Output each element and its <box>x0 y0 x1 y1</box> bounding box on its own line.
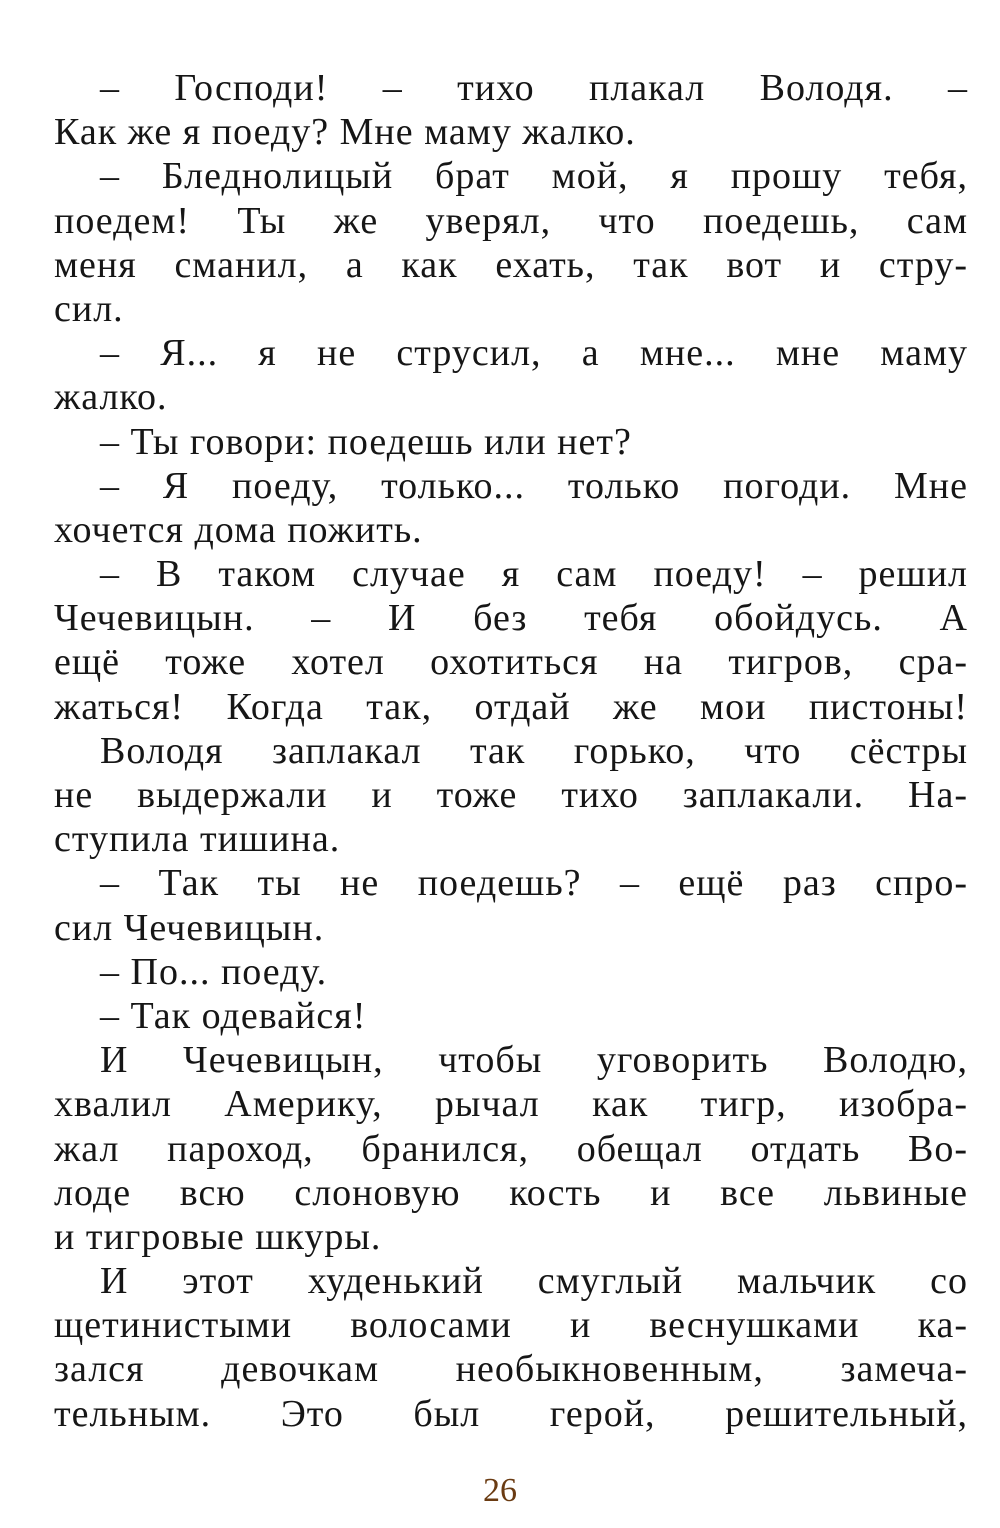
text-line: – Господи! – тихо плакал Володя. – <box>100 67 968 109</box>
text-line: зался девочкам необыкновенным, замеча- <box>54 1348 968 1391</box>
text-line: жалко. <box>54 376 168 419</box>
text-line: – Я... я не струсил, а мне... мне маму <box>100 332 968 375</box>
text-line: лоде всю слоновую кость и все львиные <box>54 1171 968 1214</box>
text-line: меня сманил, а как ехать, так вот и стру- <box>54 243 968 286</box>
text-line: – В таком случае я сам поеду! – решил <box>100 553 968 596</box>
text-line: – Ты говори: поедешь или нет? <box>100 420 632 463</box>
text-line: жал пароход, бранился, обещал отдать Во- <box>54 1127 968 1170</box>
text-line: – По... поеду. <box>100 950 328 993</box>
page-number: 26 <box>483 1472 517 1509</box>
text-line: хвалил Америку, рычал как тигр, изобра- <box>54 1083 968 1126</box>
text-line: И этот худенький смуглый мальчик со <box>100 1260 968 1303</box>
text-line: И Чечевицын, чтобы уговорить Володю, <box>100 1039 968 1082</box>
text-line: ещё тоже хотел охотиться на тигров, сра- <box>54 641 968 684</box>
text-line: поедем! Ты же уверял, что поедешь, сам <box>54 199 968 242</box>
text-line: тельным. Это был герой, решительный, <box>54 1392 968 1435</box>
text-line: Чечевицын. – И без тебя обойдусь. А <box>54 597 968 640</box>
text-line: – Бледнолицый брат мой, я прошу тебя, <box>100 155 968 198</box>
text-line: и тигровые шкуры. <box>54 1215 382 1258</box>
text-line: – Я поеду, только... только погоди. Мне <box>100 464 968 507</box>
text-line: хочется дома пожить. <box>54 508 423 551</box>
text-line: ступила тишина. <box>54 818 341 861</box>
text-line: Володя заплакал так горько, что сёстры <box>100 729 968 772</box>
text-line: не выдержали и тоже тихо заплакали. На- <box>54 774 968 816</box>
text-line: – Так ты не поедешь? – ещё раз спро- <box>100 862 968 905</box>
body-text <box>54 66 968 1436</box>
text-line: щетинистыми волосами и веснушками ка- <box>54 1304 968 1347</box>
text-line: сил. <box>54 287 124 330</box>
text-line: Как же я поеду? Мне маму жалко. <box>54 111 636 154</box>
text-line: – Так одевайся! <box>100 994 367 1037</box>
text-line: сил Чечевицын. <box>54 906 325 949</box>
text-line: жаться! Когда так, отдай же мои пистоны! <box>54 685 968 728</box>
